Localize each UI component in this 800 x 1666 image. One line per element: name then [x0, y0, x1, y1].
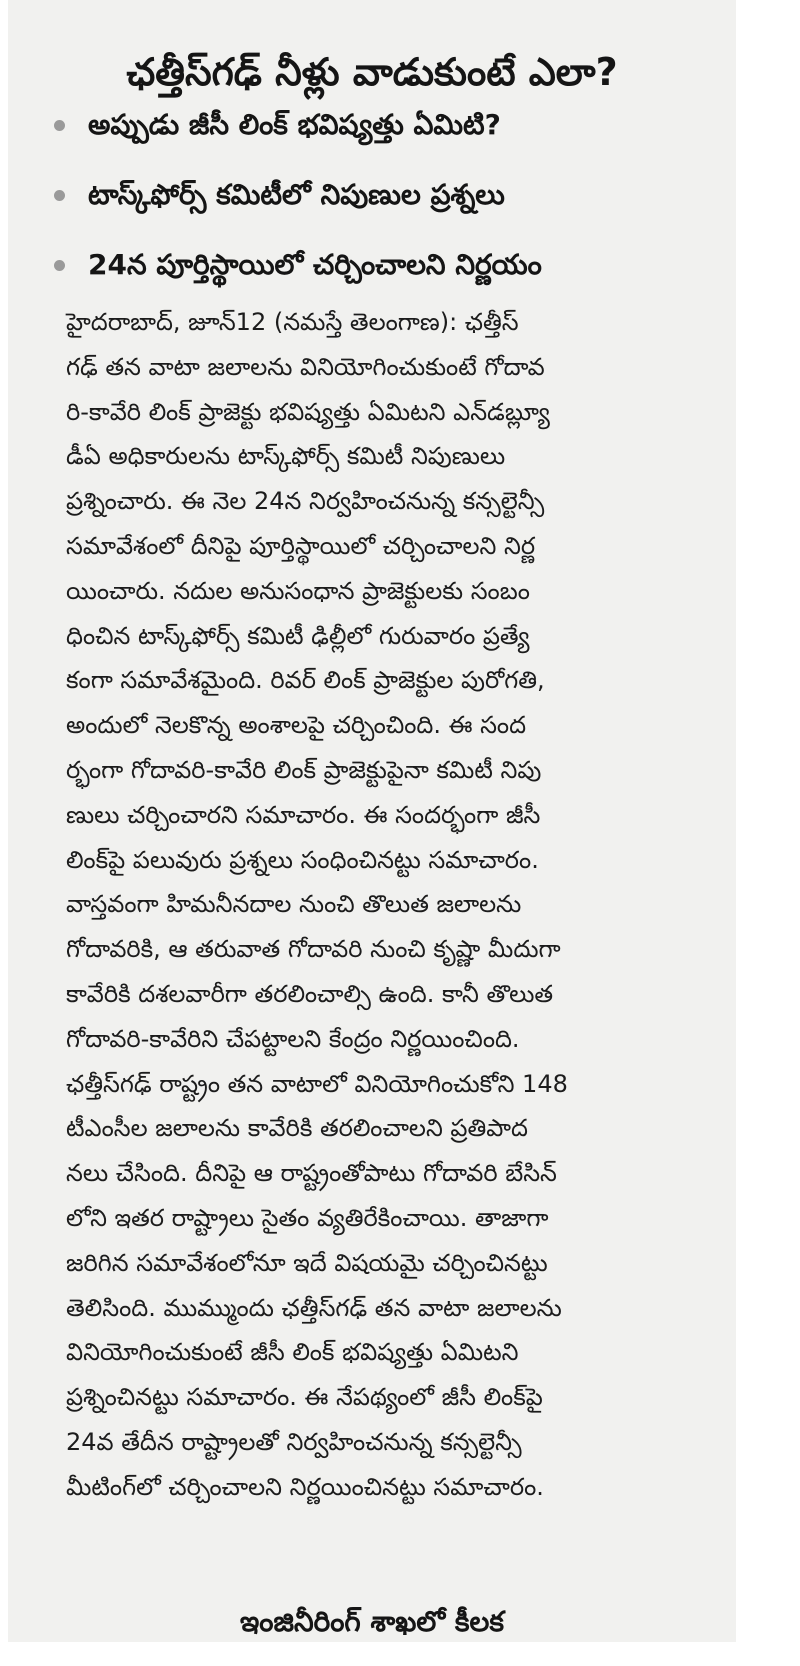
article-headline: ఛత్తీస్‌గఢ్ నీళ్లు వాడుకుంటే ఎలా? [126, 50, 618, 95]
body-line: ణులు చర్చించారని సమాచారం. ఈ సందర్భంగా జీసీ [66, 800, 541, 829]
subhead-list [48, 90, 728, 300]
bullet-icon [54, 120, 65, 131]
article-body [66, 300, 712, 1510]
body-line: డీఏ అధికారులను టాస్క్‌ఫోర్స్ కమిటీ నిపుణులు [66, 442, 506, 471]
subhead-text: అప్పుడు జీసీ లింక్ భవిష్యత్తు ఏమిటి? [88, 108, 501, 141]
body-line: గోదావరి-కావేరిని చేపట్టాలని కేంద్రం నిర్ణయించింది. [66, 1024, 520, 1053]
body-line: గఢ్ తన వాటా జలాలను వినియోగించుకుంటే గోదావ [66, 352, 545, 381]
subhead-text: టాస్క్‌ఫోర్స్ కమిటీలో నిపుణుల ప్రశ్నలు [88, 178, 505, 211]
body-line: గోదావరికి, ఆ తరువాత గోదావరి నుంచి కృష్ణా మీదుగా [66, 935, 561, 964]
subhead-item [48, 90, 728, 160]
body-line: లోని ఇతర రాష్ట్రాలు సైతం వ్యతిరేకించాయి. తాజాగా [66, 1203, 549, 1232]
subhead-item [48, 160, 728, 230]
body-line: అందులో నెలకొన్న అంశాలపై చర్చించింది. ఈ సంద [66, 711, 527, 740]
cut-off-text: ఇంజినీరింగ్ శాఖలో కీలక [240, 1605, 504, 1638]
body-line: ప్రశ్నించినట్టు సమాచారం. ఈ నేపథ్యంలో జీసీ లింక్‌పై [66, 1383, 543, 1412]
body-line: సమావేశంలో దీనిపై పూర్తిస్థాయిలో చర్చించాలని నిర్ణ [66, 531, 536, 560]
body-line: ప్రశ్నించారు. ఈ నెల 24న నిర్వహించనున్న కన్సల్టెన్సీ [66, 487, 545, 516]
body-line: నలు చేసింది. దీనిపై ఆ రాష్ట్రంతోపాటు గోదావరి బేసిన్ [66, 1159, 557, 1188]
body-line: లింక్‌పై పలువురు ప్రశ్నలు సంధించినట్టు సమాచారం. [66, 845, 539, 874]
body-line: మీటింగ్‌లో చర్చించాలని నిర్ణయించినట్టు సమాచారం. [66, 1472, 544, 1501]
body-line: తెలిసింది. ముమ్ముందు ఛత్తీస్‌గఢ్ తన వాటా జలాలను [66, 1293, 562, 1322]
bullet-icon [54, 260, 65, 271]
body-line: ఛత్తీస్‌గఢ్ రాష్ట్రం తన వాటాలో వినియోగించుకోని 148 [66, 1069, 568, 1098]
body-line: ర్భంగా గోదావరి-కావేరి లింక్ ప్రాజెక్టుపైనా కమిటీ నిపు [66, 755, 542, 784]
body-line: జరిగిన సమావేశంలోనూ ఇదే విషయమై చర్చించినట్టు [66, 1248, 548, 1277]
cut-off-next-headline [8, 1605, 736, 1642]
body-line: హైదరాబాద్, జూన్12 (నమస్తే తెలంగాణ): ఛత్తీస్ [66, 308, 519, 336]
body-line: వాస్తవంగా హిమనీనదాల నుంచి తొలుత జలాలను [66, 890, 522, 919]
body-line: 24వ తేదీన రాష్ట్రాలతో నిర్వహించనున్న కన్సల్టెన్సీ [66, 1427, 522, 1456]
body-line: యించారు. నదుల అనుసంధాన ప్రాజెక్టులకు సంబం [66, 576, 530, 605]
subhead-item [48, 230, 728, 300]
body-line: టీఎంసీల జలాలను కావేరికి తరలించాలని ప్రతిపాద [66, 1114, 528, 1143]
bullet-icon [54, 190, 65, 201]
body-line: వినియోగించుకుంటే జీసీ లింక్ భవిష్యత్తు ఏమిటని [66, 1338, 519, 1367]
body-line: కావేరికి దశలవారీగా తరలించాల్సి ఉంది. కానీ తొలుత [66, 979, 554, 1008]
body-line: కంగా సమావేశమైంది. రివర్ లింక్ ప్రాజెక్టుల పురోగతి, [66, 666, 545, 695]
newspaper-clipping [8, 0, 736, 1642]
body-line: ధించిన టాస్క్‌ఫోర్స్ కమిటీ ఢిల్లీలో గురువారం ప్రత్యే [66, 621, 530, 650]
body-line: రి-కావేరి లింక్ ప్రాజెక్టు భవిష్యత్తు ఏమిటని ఎన్‌డబ్ల్యూ [66, 397, 550, 426]
subhead-text: 24న పూర్తిస్థాయిలో చర్చించాలని నిర్ణయం [88, 248, 542, 281]
